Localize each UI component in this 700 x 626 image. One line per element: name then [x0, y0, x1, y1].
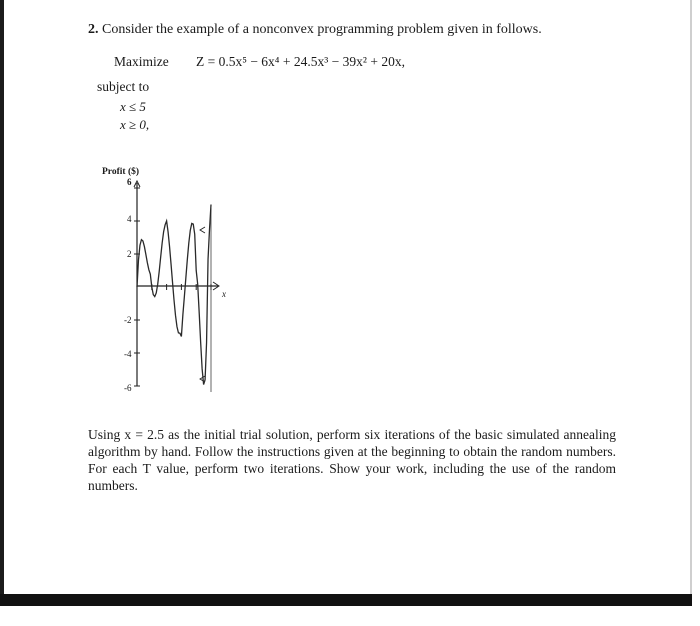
ytick-label: 6 [127, 177, 132, 187]
problem-number: 2. [88, 22, 99, 37]
instructions-paragraph: Using x = 2.5 as the initial trial solution, perform six iterations of the basic simulated annealing algorithm by hand. Follow the instructions given at the beginning to obtain the random numbers. For each T value, perform two iterations. Show your work, including the use of the random numbers. [88, 427, 616, 493]
constraint-upper: x ≤ 5 [120, 99, 146, 114]
subject-to-label: subject to [97, 79, 150, 94]
ytick-label: -6 [124, 383, 132, 393]
profit-curve [137, 205, 211, 385]
objective-function: Z = 0.5x⁵ − 6x⁴ + 24.5x³ − 39x² + 20x, [196, 54, 405, 69]
bottom-bar [0, 594, 692, 606]
ytick-label: 4 [127, 214, 132, 224]
problem-intro: Consider the example of a nonconvex programming problem given in follows. [102, 22, 542, 37]
chart-xlabel: x [222, 289, 226, 299]
maximize-label: Maximize [114, 54, 169, 69]
ytick-label: 2 [127, 249, 132, 259]
ytick-label: -4 [124, 349, 132, 359]
chart-ylabel: Profit ($) [102, 167, 140, 177]
ytick-label: -2 [124, 315, 132, 325]
constraint-lower: x ≥ 0, [120, 117, 150, 132]
upper-right-arrow [200, 227, 205, 233]
